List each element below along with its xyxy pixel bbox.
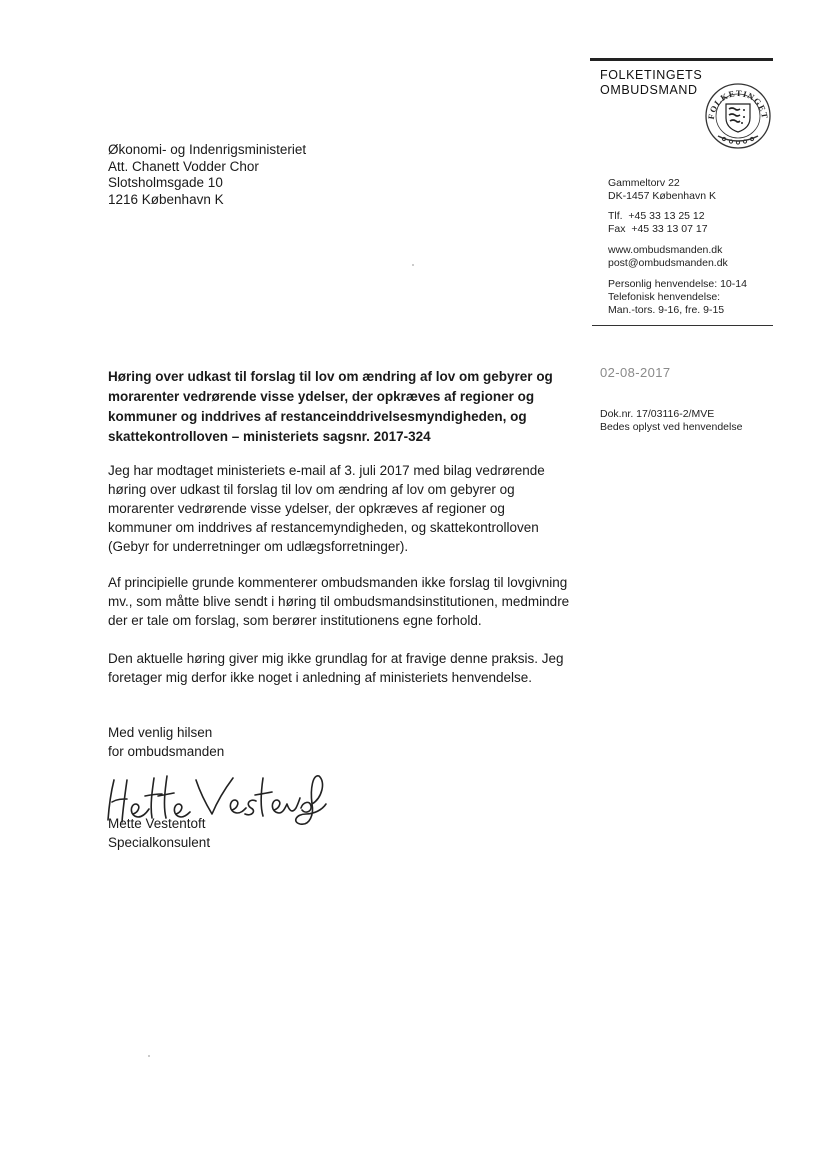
letter-closing xyxy=(108,723,224,761)
recipient-line4: 1216 København K xyxy=(108,191,224,207)
letter-paragraph-2: Af principielle grunde kommenterer ombudsmanden ikke forslag til lovgivning mv., som måtte blive sendt i høring til ombudsmandsinstitutionen, medmindre der er tale om forslag, som berører institutionens egne forhold. xyxy=(108,575,570,628)
sender-address xyxy=(608,177,716,203)
svg-text:FOLKETINGET: FOLKETINGET xyxy=(705,87,771,120)
document-number: Dok.nr. 17/03116-2/MVE xyxy=(600,408,715,420)
recipient-line3: Slotsholmsgade 10 xyxy=(108,175,223,190)
sender-phone-block xyxy=(608,210,708,236)
signer-title: Specialkonsulent xyxy=(108,835,211,850)
sender-street: Gammeltorv 22 xyxy=(608,177,680,189)
sender-phone: Tlf. +45 33 13 25 12 xyxy=(608,210,705,222)
recipient-address xyxy=(108,142,306,208)
svg-text:Mette Vestentoft: Mette Vestentoft xyxy=(100,768,108,769)
scan-speck xyxy=(412,264,414,266)
hours-phone-label: Telefonisk henvendelse: xyxy=(608,291,721,303)
org-name-line2: OMBUDSMAND xyxy=(600,83,698,97)
scan-speck xyxy=(148,1055,150,1057)
info-divider xyxy=(592,325,773,326)
header-rule xyxy=(590,58,773,61)
letter-subject: Høring over udkast til forslag til lov om ændring af lov om gebyrer og morarenter vedrørende visse ydelser, der opkræves af regioner og kommuner og inddrives af restanceinddrivelsesmyndigheden, og skattekontrolloven – ministeriets sagsnr. 2017-324 xyxy=(108,369,553,444)
letter-paragraph-3: Den aktuelle høring giver mig ikke grundlag for at fravige denne praksis. Jeg foretager mig derfor ikke noget i anledning af ministeriets henvendelse. xyxy=(108,651,564,685)
signer-name: Mette Vestentoft xyxy=(108,816,206,831)
hours-phone: Man.-tors. 9-16, fre. 9-15 xyxy=(608,304,725,316)
folketinget-seal-icon xyxy=(704,82,772,150)
sender-hours-block xyxy=(608,278,747,317)
organization-name xyxy=(600,68,702,98)
letter-date: 02-08-2017 xyxy=(600,365,671,380)
document-reference xyxy=(600,408,742,434)
org-name-line1: FOLKETINGETS xyxy=(600,68,703,82)
document-reference-note: Bedes oplyst ved henvendelse xyxy=(600,421,743,433)
sender-postal: DK-1457 København K xyxy=(608,190,716,202)
recipient-line1: Økonomi- og Indenrigsministeriet xyxy=(108,142,307,157)
sender-web-block xyxy=(608,244,728,270)
sender-email-link[interactable]: post@ombudsmanden.dk xyxy=(608,257,728,269)
hours-personal: Personlig henvendelse: 10-14 xyxy=(608,278,747,290)
closing-greeting: Med venlig hilsen xyxy=(108,725,213,740)
recipient-line2: Att. Chanett Vodder Chor xyxy=(108,158,259,174)
signer-block xyxy=(108,814,210,852)
sender-website-link[interactable]: www.ombudsmanden.dk xyxy=(608,244,723,256)
letter-paragraph-1: Jeg har modtaget ministeriets e-mail af 3. juli 2017 med bilag vedrørende høring over udkast til forslag til lov om ændring af lov om gebyrer og morarenter vedrørende visse ydelser, der opkræves af regioner og kommuner om inddrives af restancemyndigheden, og skattekontrolloven (Gebyr for underretninger om udlægsforretninger). xyxy=(108,463,545,554)
sender-fax: Fax +45 33 13 07 17 xyxy=(608,223,708,235)
closing-on-behalf: for ombudsmanden xyxy=(108,744,225,759)
